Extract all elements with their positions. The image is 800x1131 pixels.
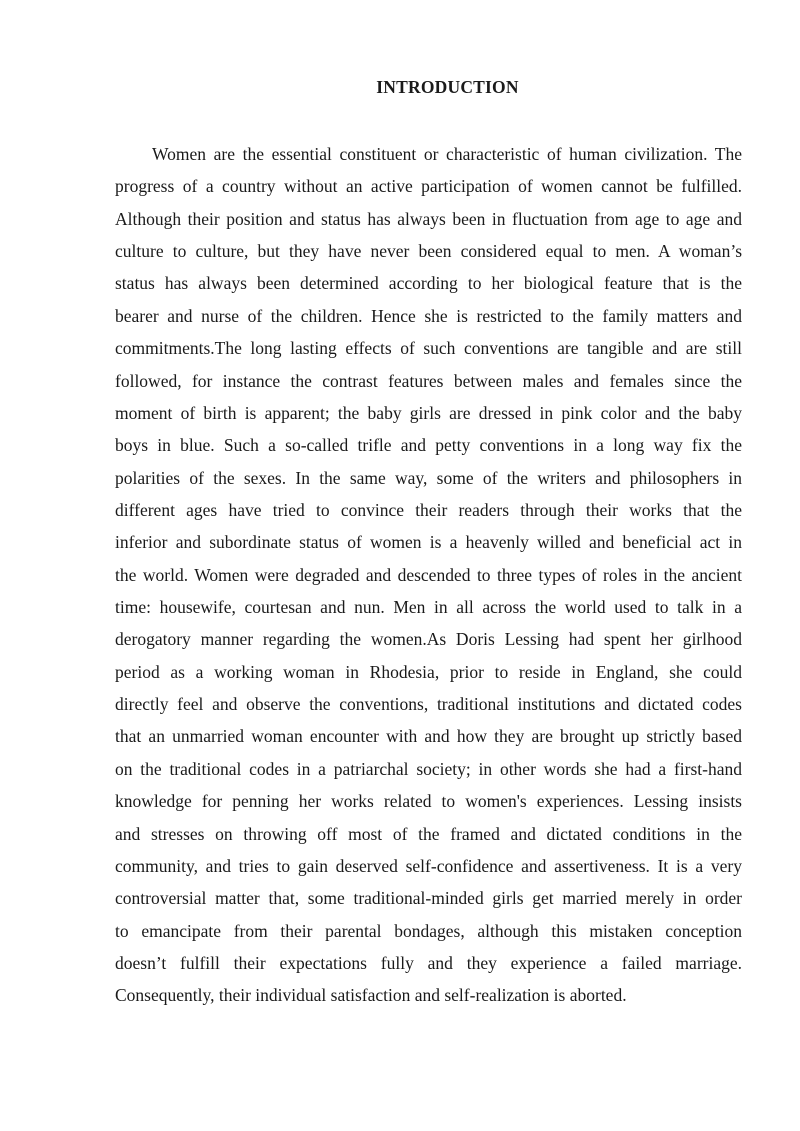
paragraph-line: polarities of the sexes. In the same way, some of the writers and philosophers in	[115, 467, 742, 488]
paragraph-line: moment of birth is apparent; the baby girls are dressed in pink color and the baby	[115, 402, 742, 423]
paragraph-line: period as a working woman in Rhodesia, prior to reside in England, she could	[115, 661, 742, 682]
paragraph-line: commitments.The long lasting effects of such conventions are tangible and are still	[115, 338, 742, 359]
paragraph-line: status has always been determined according to her biological feature that is the	[115, 273, 742, 294]
paragraph-line: that an unmarried woman encounter with and how they are brought up strictly based	[115, 726, 742, 747]
paragraph-line: knowledge for penning her works related to women's experiences. Lessing insists	[115, 791, 742, 812]
paragraph-line: followed, for instance the contrast features between males and females since the	[115, 370, 742, 391]
introduction-paragraph	[115, 141, 742, 1015]
paragraph-line: boys in blue. Such a so-called trifle and petty conventions in a long way fix the	[115, 435, 742, 456]
paragraph-line: culture to culture, but they have never been considered equal to men. A woman’s	[115, 241, 742, 262]
paragraph-line: the world. Women were degraded and descended to three types of roles in the ancient	[115, 564, 742, 585]
paragraph-line: community, and tries to gain deserved self-confidence and assertiveness. It is a very	[115, 855, 742, 876]
paragraph-line: bearer and nurse of the children. Hence she is restricted to the family matters and	[115, 305, 742, 326]
paragraph-line: Although their position and status has always been in fluctuation from age to age and	[115, 208, 742, 229]
paragraph-line: directly feel and observe the conventions, traditional institutions and dictated codes	[115, 694, 742, 715]
paragraph-line: derogatory manner regarding the women.As Doris Lessing had spent her girlhood	[115, 629, 742, 650]
paragraph-line: different ages have tried to convince their readers through their works that the	[115, 499, 742, 520]
paragraph-line: to emancipate from their parental bondages, although this mistaken conception	[115, 920, 742, 941]
page-title: INTRODUCTION	[376, 77, 519, 97]
paragraph-line: controversial matter that, some traditional-minded girls get married merely in order	[115, 888, 742, 909]
paragraph-line: doesn’t fulfill their expectations fully and they experience a failed marriage.	[115, 952, 742, 973]
paragraph-line: time: housewife, courtesan and nun. Men in all across the world used to talk in a	[115, 597, 742, 618]
paragraph-line: Consequently, their individual satisfaction and self-realization is aborted.	[115, 985, 627, 1006]
paragraph-line: progress of a country without an active participation of women cannot be fulfilled.	[115, 176, 742, 197]
paragraph-line: Women are the essential constituent or characteristic of human civilization. The	[152, 144, 742, 164]
paragraph-line: inferior and subordinate status of women is a heavenly willed and beneficial act in	[115, 532, 742, 553]
paragraph-line: on the traditional codes in a patriarchal society; in other words she had a first-hand	[115, 758, 742, 779]
paragraph-line: and stresses on throwing off most of the framed and dictated conditions in the	[115, 823, 742, 844]
